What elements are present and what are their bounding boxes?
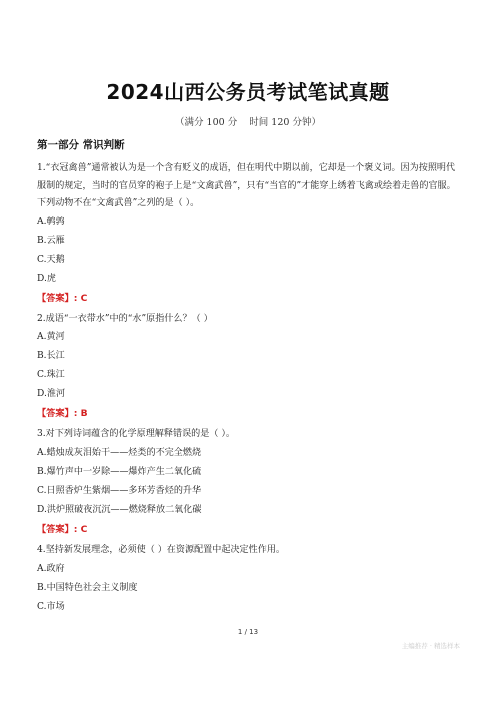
option-c: C.天鹅: [37, 254, 65, 265]
section-heading: 第一部分 常识判断: [37, 139, 125, 151]
question-text: 4.坚持新发展理念，必须使（ ）在资源配置中起决定性作用。: [37, 544, 286, 555]
option-a: A.黄河: [37, 332, 65, 343]
question-4: [37, 542, 463, 617]
option-d: D.洪炉照破夜沉沉——燃烧释放二氧化碳: [37, 504, 202, 515]
page-number: 1 / 13: [237, 628, 259, 636]
question-3: [37, 426, 463, 539]
question-list: [37, 160, 463, 620]
option-b: B.长江: [37, 351, 65, 362]
question-1: [37, 160, 463, 308]
document-title: 2024山西公务员考试笔试真题: [106, 80, 390, 104]
option-a: A.鹌鹑: [37, 216, 65, 227]
question-text: 2.成语“一衣带水”中的“水”原指什么？（ ）: [37, 313, 213, 324]
option-c: C.市场: [37, 601, 65, 612]
option-c: C.珠江: [37, 370, 65, 381]
option-a: A.政府: [37, 563, 65, 574]
option-b: B.中国特色社会主义制度: [37, 582, 138, 593]
question-2: [37, 311, 463, 424]
answer-label: 【答案】: C: [37, 523, 88, 535]
answer-label: 【答案】: B: [37, 408, 88, 420]
option-a: A.蜡烛成灰泪始干——烃类的不完全燃烧: [37, 447, 202, 458]
option-b: B.云雁: [37, 235, 65, 246]
option-c: C.日照香炉生紫烟——多环芳香烃的升华: [37, 485, 202, 496]
watermark: 主编推荐 · 精选样本: [401, 642, 460, 650]
option-b: B.爆竹声中一岁除——爆炸产生二氧化硫: [37, 466, 202, 477]
exam-info: （满分 100 分 时间 120 分钟）: [175, 117, 321, 128]
question-text: 3.对下列诗词蕴含的化学原理解释错误的是（ ）。: [37, 429, 235, 440]
option-d: D.虎: [37, 273, 56, 284]
question-text: 1.“衣冠禽兽”通常被认为是一个含有贬义的成语，但在明代中期以前，它却是一个褒义词。因为按照明代服制的规定，当时的官员穿的袍子上是“文禽武兽”，只有“当官的”才能穿上绣着飞禽或绘着走兽的官服。下列动物不在“文禽武兽”之列的是（ ）。: [37, 163, 456, 209]
answer-label: 【答案】: C: [37, 292, 88, 304]
option-d: D.淮河: [37, 389, 66, 400]
